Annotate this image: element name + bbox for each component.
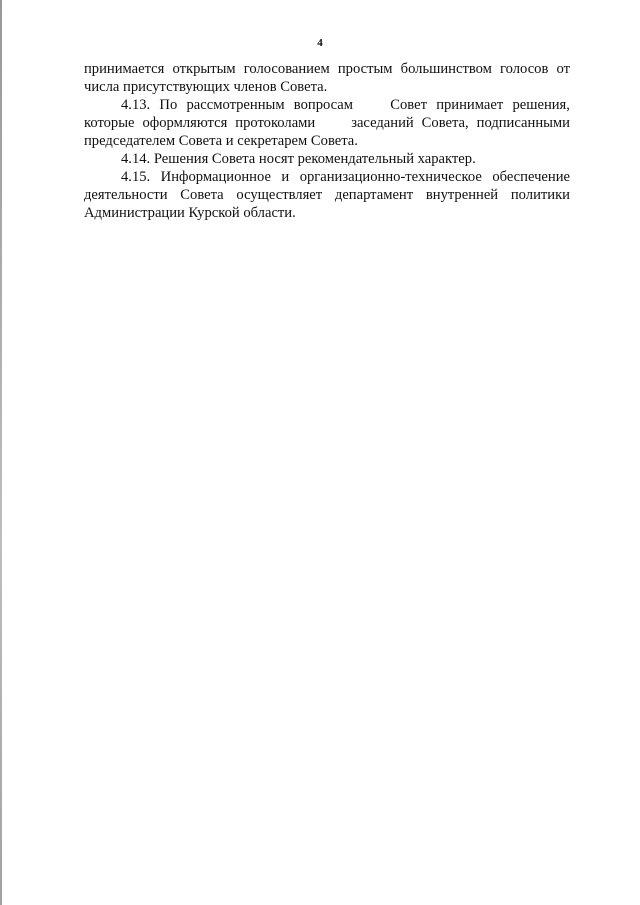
word: осуществляет bbox=[236, 187, 323, 203]
document-body bbox=[84, 60, 570, 222]
page-number: 4 bbox=[317, 37, 323, 49]
word: вопросам bbox=[293, 97, 354, 113]
paragraph-4-14: 4.14. Решения Совета носят рекомендательный характер. bbox=[121, 151, 476, 167]
word: принимает bbox=[436, 97, 504, 113]
word: и bbox=[281, 169, 290, 185]
word: Совет bbox=[390, 97, 427, 113]
paragraph-4-13-line-2 bbox=[84, 114, 570, 132]
paragraph-4-15-line-2 bbox=[84, 186, 570, 204]
word: политики bbox=[510, 187, 570, 203]
text-line-1 bbox=[84, 60, 570, 78]
word: деятельности bbox=[84, 187, 168, 203]
text-line-2: числа присутствующих членов Совета. bbox=[84, 79, 328, 95]
word: голосованием bbox=[243, 61, 330, 77]
word: принимается bbox=[84, 61, 165, 77]
word: внутренней bbox=[425, 187, 499, 203]
paragraph-4-13-line-1 bbox=[84, 96, 570, 114]
word: которые bbox=[84, 115, 135, 131]
paragraph-4-15-line-3: Администрации Курской области. bbox=[84, 205, 296, 221]
word: обеспечение bbox=[492, 169, 570, 185]
word: организационно-техническое bbox=[299, 169, 482, 185]
word: подписанными bbox=[476, 115, 570, 131]
word: решения, bbox=[512, 97, 570, 113]
paragraph-4-13-line-3: председателем Совета и секретарем Совета. bbox=[84, 133, 358, 149]
word: По bbox=[159, 97, 178, 113]
word: простым bbox=[337, 61, 393, 77]
word: оформляются bbox=[142, 115, 228, 131]
word: голосов bbox=[500, 61, 549, 77]
word: Совета bbox=[180, 187, 224, 203]
scan-edge-shadow bbox=[0, 0, 2, 905]
word: 4.13. bbox=[121, 97, 151, 113]
word: большинством bbox=[400, 61, 492, 77]
word: от bbox=[556, 61, 570, 77]
word: протоколами bbox=[235, 115, 316, 131]
word: рассмотренным bbox=[186, 97, 285, 113]
word: открытым bbox=[172, 61, 236, 77]
word: 4.15. bbox=[121, 169, 151, 185]
paragraph-4-15-line-1 bbox=[84, 168, 570, 186]
word: заседаний bbox=[351, 115, 414, 131]
word: Информационное bbox=[160, 169, 271, 185]
word: департамент bbox=[334, 187, 414, 203]
word: Совета, bbox=[421, 115, 469, 131]
